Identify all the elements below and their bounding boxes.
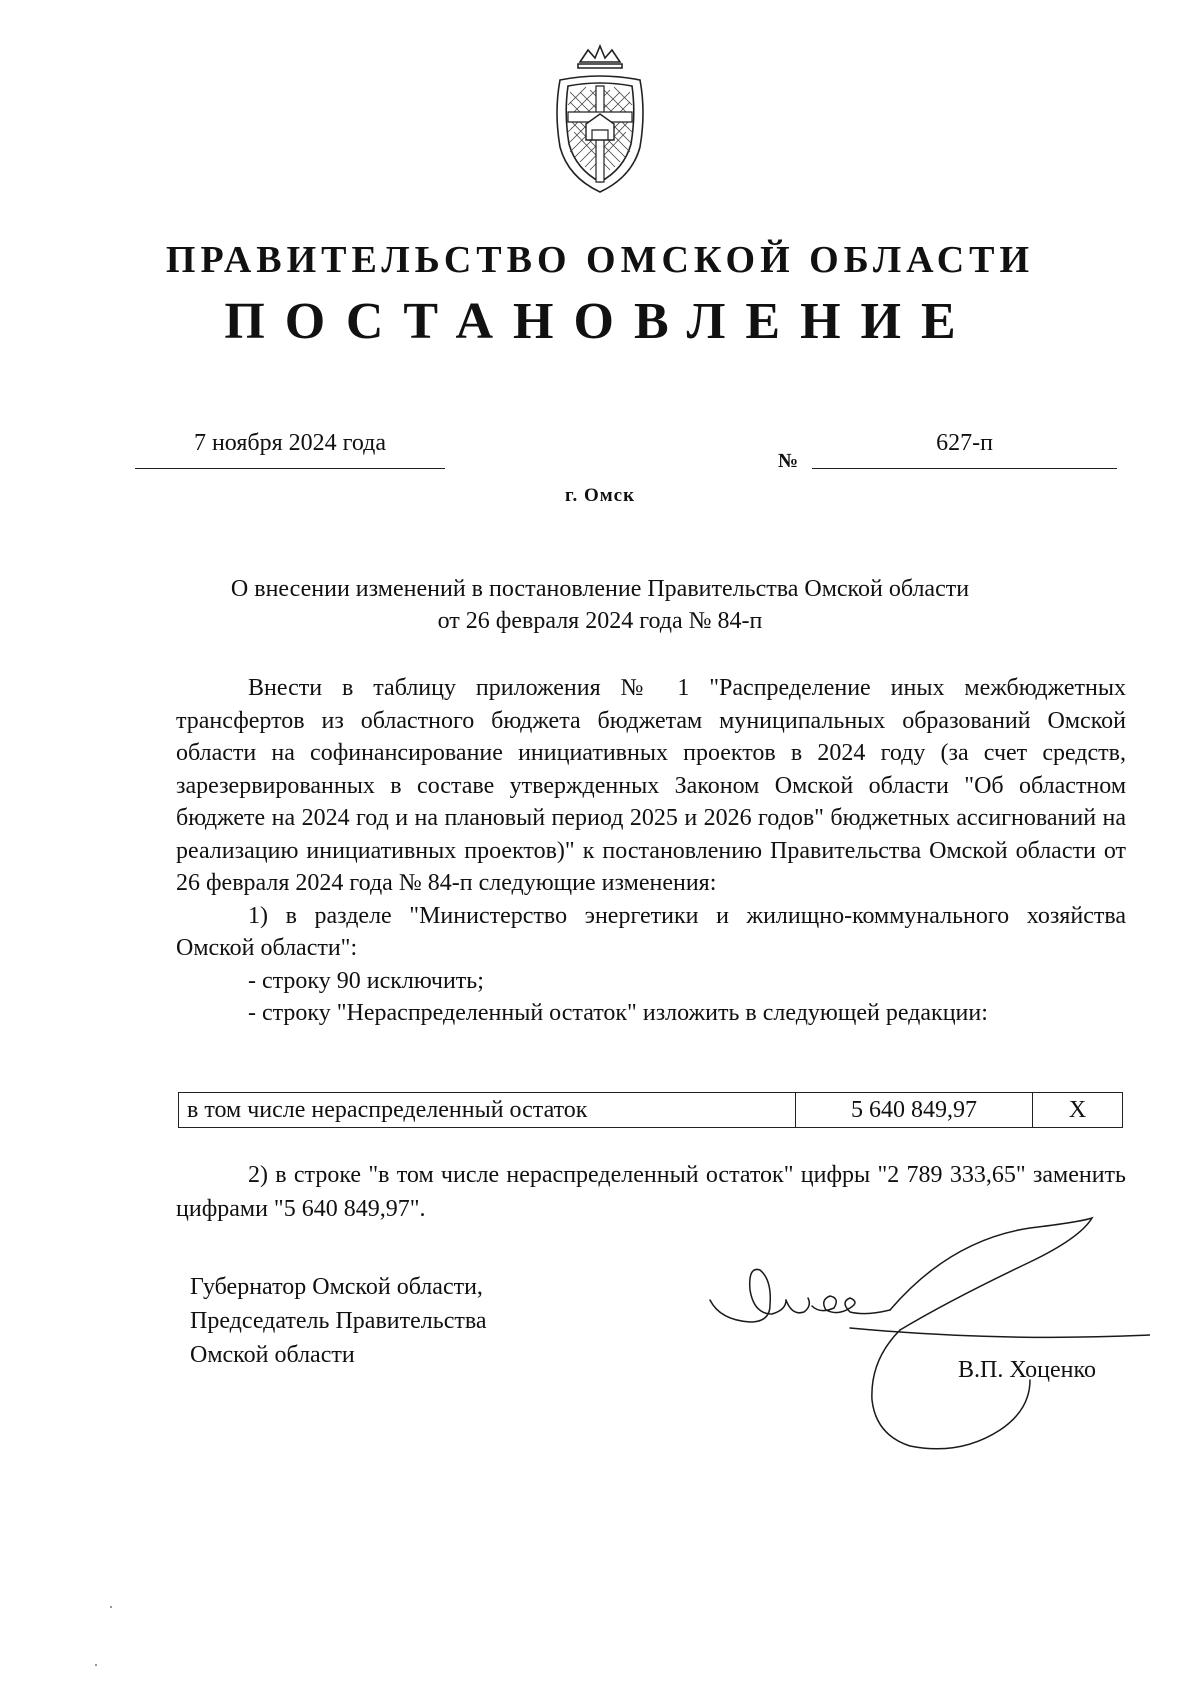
row-amount-cell: 5 640 849,97 — [796, 1093, 1033, 1128]
table-row — [179, 1093, 1123, 1128]
document-subject — [150, 573, 1050, 637]
position-line-3: Омской области — [190, 1342, 355, 1368]
position-line-2: Председатель Правительства — [190, 1308, 487, 1334]
intro-paragraph: Внести в таблицу приложения № 1 "Распределение иных межбюджетных трансфертов из областного бюджета бюджетам муниципальных образований Омской области на софинансирование инициативных проектов в 2024 году (за счет средств, зарезервированных в составе утвержденных Законом Омской области "Об областном бюджете на 2024 год и на плановый период 2025 и 2026 годов" бюджетных ассигнований на реализацию инициативных проектов)" к постановлению Правительства Омской области от 26 февраля 2024 года № 84-п следующие изменения: — [176, 675, 1126, 896]
document-number: 627-п — [812, 430, 1117, 469]
coat-of-arms-emblem — [550, 42, 650, 197]
row-label-cell: в том числе нераспределенный остаток — [179, 1093, 796, 1128]
document-date: 7 ноября 2024 года — [135, 430, 445, 469]
position-line-1: Губернатор Омской области, — [190, 1274, 483, 1300]
row-mark-cell: Х — [1033, 1093, 1123, 1128]
scan-speck — [95, 1664, 97, 1666]
handwritten-signature — [700, 1210, 1150, 1490]
document-type-title: ПОСТАНОВЛЕНИЕ — [224, 293, 976, 350]
document-city: г. Омск — [564, 485, 636, 506]
amended-row-table — [178, 1092, 1123, 1128]
subject-line-1: О внесении изменений в постановление Правительства Омской области — [230, 576, 970, 602]
subject-line-2: от 26 февраля 2024 года № 84-п — [437, 608, 763, 634]
item-2-paragraph: 2) в строке "в том числе нераспределенный остаток" цифры "2 789 333,65" заменить цифрами "5 640 849,97". — [176, 1162, 1126, 1222]
signer-position — [190, 1270, 487, 1372]
scan-speck — [110, 1606, 112, 1608]
number-sign: № — [778, 450, 799, 472]
item-1-sub-2: - строку "Нераспределенный остаток" изложить в следующей редакции: — [248, 1000, 988, 1026]
item-1-paragraph: 1) в разделе "Министерство энергетики и жилищно-коммунального хозяйства Омской области": — [176, 902, 1126, 961]
item-1-sub-1: - строку 90 исключить; — [248, 967, 484, 994]
document-body — [176, 672, 1126, 1030]
signer-name: В.П. Хоценко — [958, 1357, 1096, 1383]
organization-title: ПРАВИТЕЛЬСТВО ОМСКОЙ ОБЛАСТИ — [165, 239, 1035, 281]
